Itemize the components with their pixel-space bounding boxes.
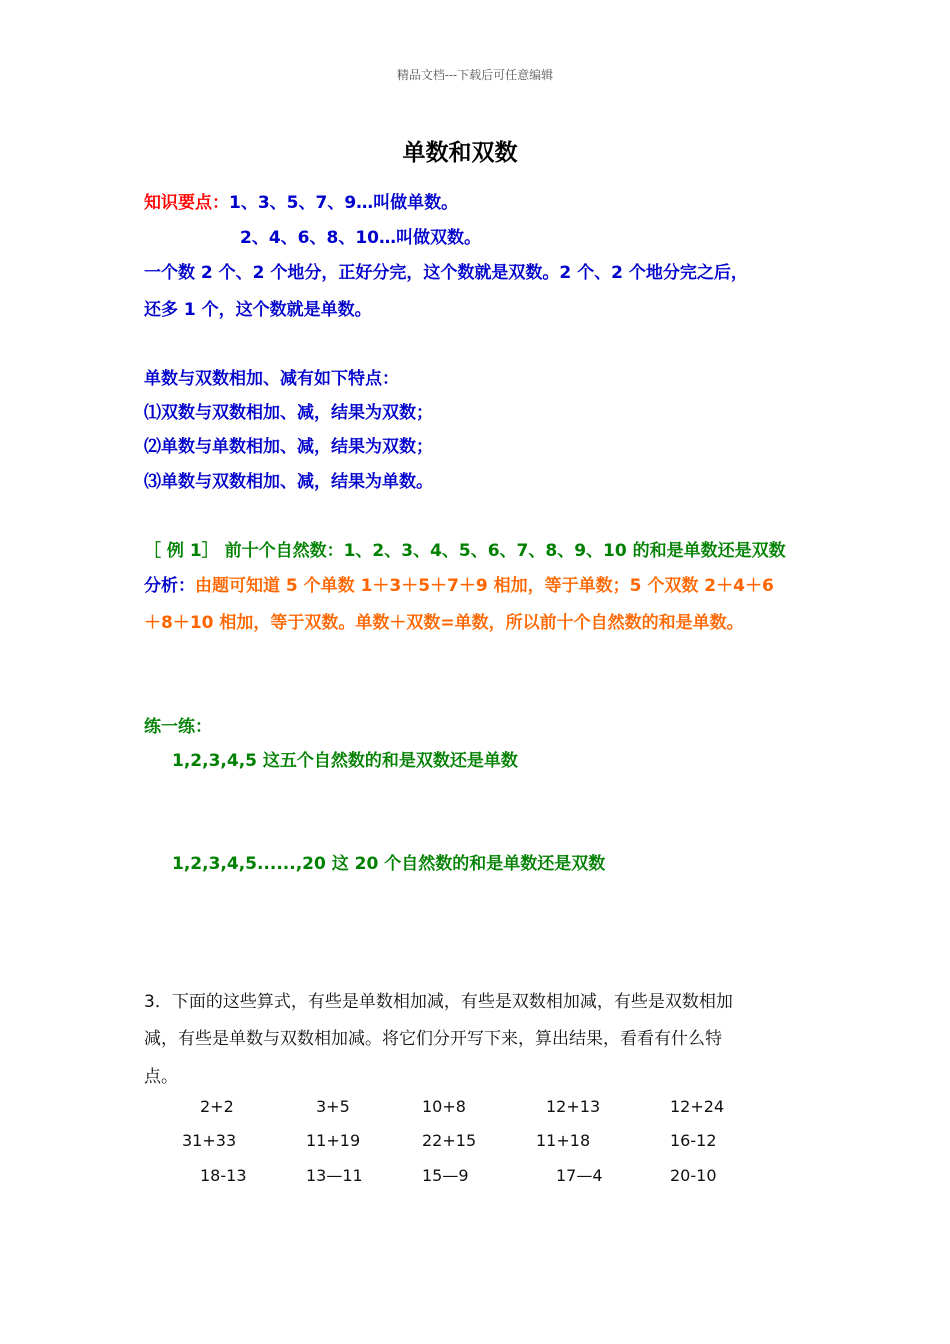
calc-item: 22+15 bbox=[422, 1131, 477, 1150]
exercise3-line-3: 点。 bbox=[144, 1067, 178, 1087]
analysis-text-1: 由题可知道 5 个单数 1＋3＋5＋7＋9 相加，等于单数；5 个双数 2＋4＋6 bbox=[195, 576, 774, 596]
analysis-line-2: ＋8＋10 相加，等于双数。单数＋双数=单数，所以前十个自然数的和是单数。 bbox=[144, 613, 744, 633]
practice-heading: 练一练： bbox=[144, 717, 212, 737]
feature-item-3: ⑶单数与双数相加、减，结果为单数。 bbox=[144, 472, 433, 492]
definition-line-2: 还多 1 个，这个数就是单数。 bbox=[144, 300, 372, 320]
knowledge-label: 知识要点： bbox=[144, 193, 229, 213]
calc-item: 12+13 bbox=[546, 1097, 601, 1116]
features-heading: 单数与双数相加、减有如下特点： bbox=[144, 369, 399, 389]
calc-item: 11+18 bbox=[536, 1131, 591, 1150]
calc-item: 15—9 bbox=[422, 1166, 469, 1185]
calc-item: 2+2 bbox=[200, 1097, 234, 1116]
calc-item: 18-13 bbox=[200, 1166, 247, 1185]
even-definition: 2、4、6、8、10…叫做双数。 bbox=[240, 228, 481, 248]
calc-item: 16-12 bbox=[670, 1131, 717, 1150]
calc-item: 31+33 bbox=[182, 1131, 237, 1150]
definition-line-1: 一个数 2 个、2 个地分，正好分完，这个数就是双数。2 个、2 个地分完之后， bbox=[144, 263, 748, 283]
calc-item: 12+24 bbox=[670, 1097, 725, 1116]
calc-item: 11+19 bbox=[306, 1131, 361, 1150]
calc-item: 3+5 bbox=[316, 1097, 350, 1116]
page-title: 单数和双数 bbox=[402, 140, 518, 166]
calc-item: 17—4 bbox=[556, 1166, 603, 1185]
practice-question-1: 1,2,3,4,5 这五个自然数的和是双数还是单数 bbox=[172, 751, 518, 771]
exercise3-line-2: 减，有些是单数与双数相加减。将它们分开写下来，算出结果，看看有什么特 bbox=[144, 1029, 722, 1049]
page-header: 精品文档---下载后可任意编辑 bbox=[396, 68, 554, 82]
analysis-line-1 bbox=[144, 571, 774, 596]
calc-item: 20-10 bbox=[670, 1166, 717, 1185]
example-question: ［ 例 1］ 前十个自然数：1、2、3、4、5、6、7、8、9、10 的和是单数还是双数 bbox=[144, 541, 786, 561]
calc-item: 13—11 bbox=[306, 1166, 363, 1185]
feature-item-1: ⑴双数与双数相加、减，结果为双数； bbox=[144, 403, 433, 423]
knowledge-line-1 bbox=[144, 188, 458, 213]
analysis-label: 分析： bbox=[144, 576, 195, 596]
practice-question-2: 1,2,3,4,5......,20 这 20 个自然数的和是单数还是双数 bbox=[172, 854, 606, 874]
calc-item: 10+8 bbox=[422, 1097, 466, 1116]
odd-definition: 1、3、5、7、9…叫做单数。 bbox=[229, 193, 459, 213]
exercise3-line-1: 3．下面的这些算式，有些是单数相加减，有些是双数相加减，有些是双数相加 bbox=[144, 992, 733, 1012]
feature-item-2: ⑵单数与单数相加、减，结果为双数； bbox=[144, 437, 433, 457]
